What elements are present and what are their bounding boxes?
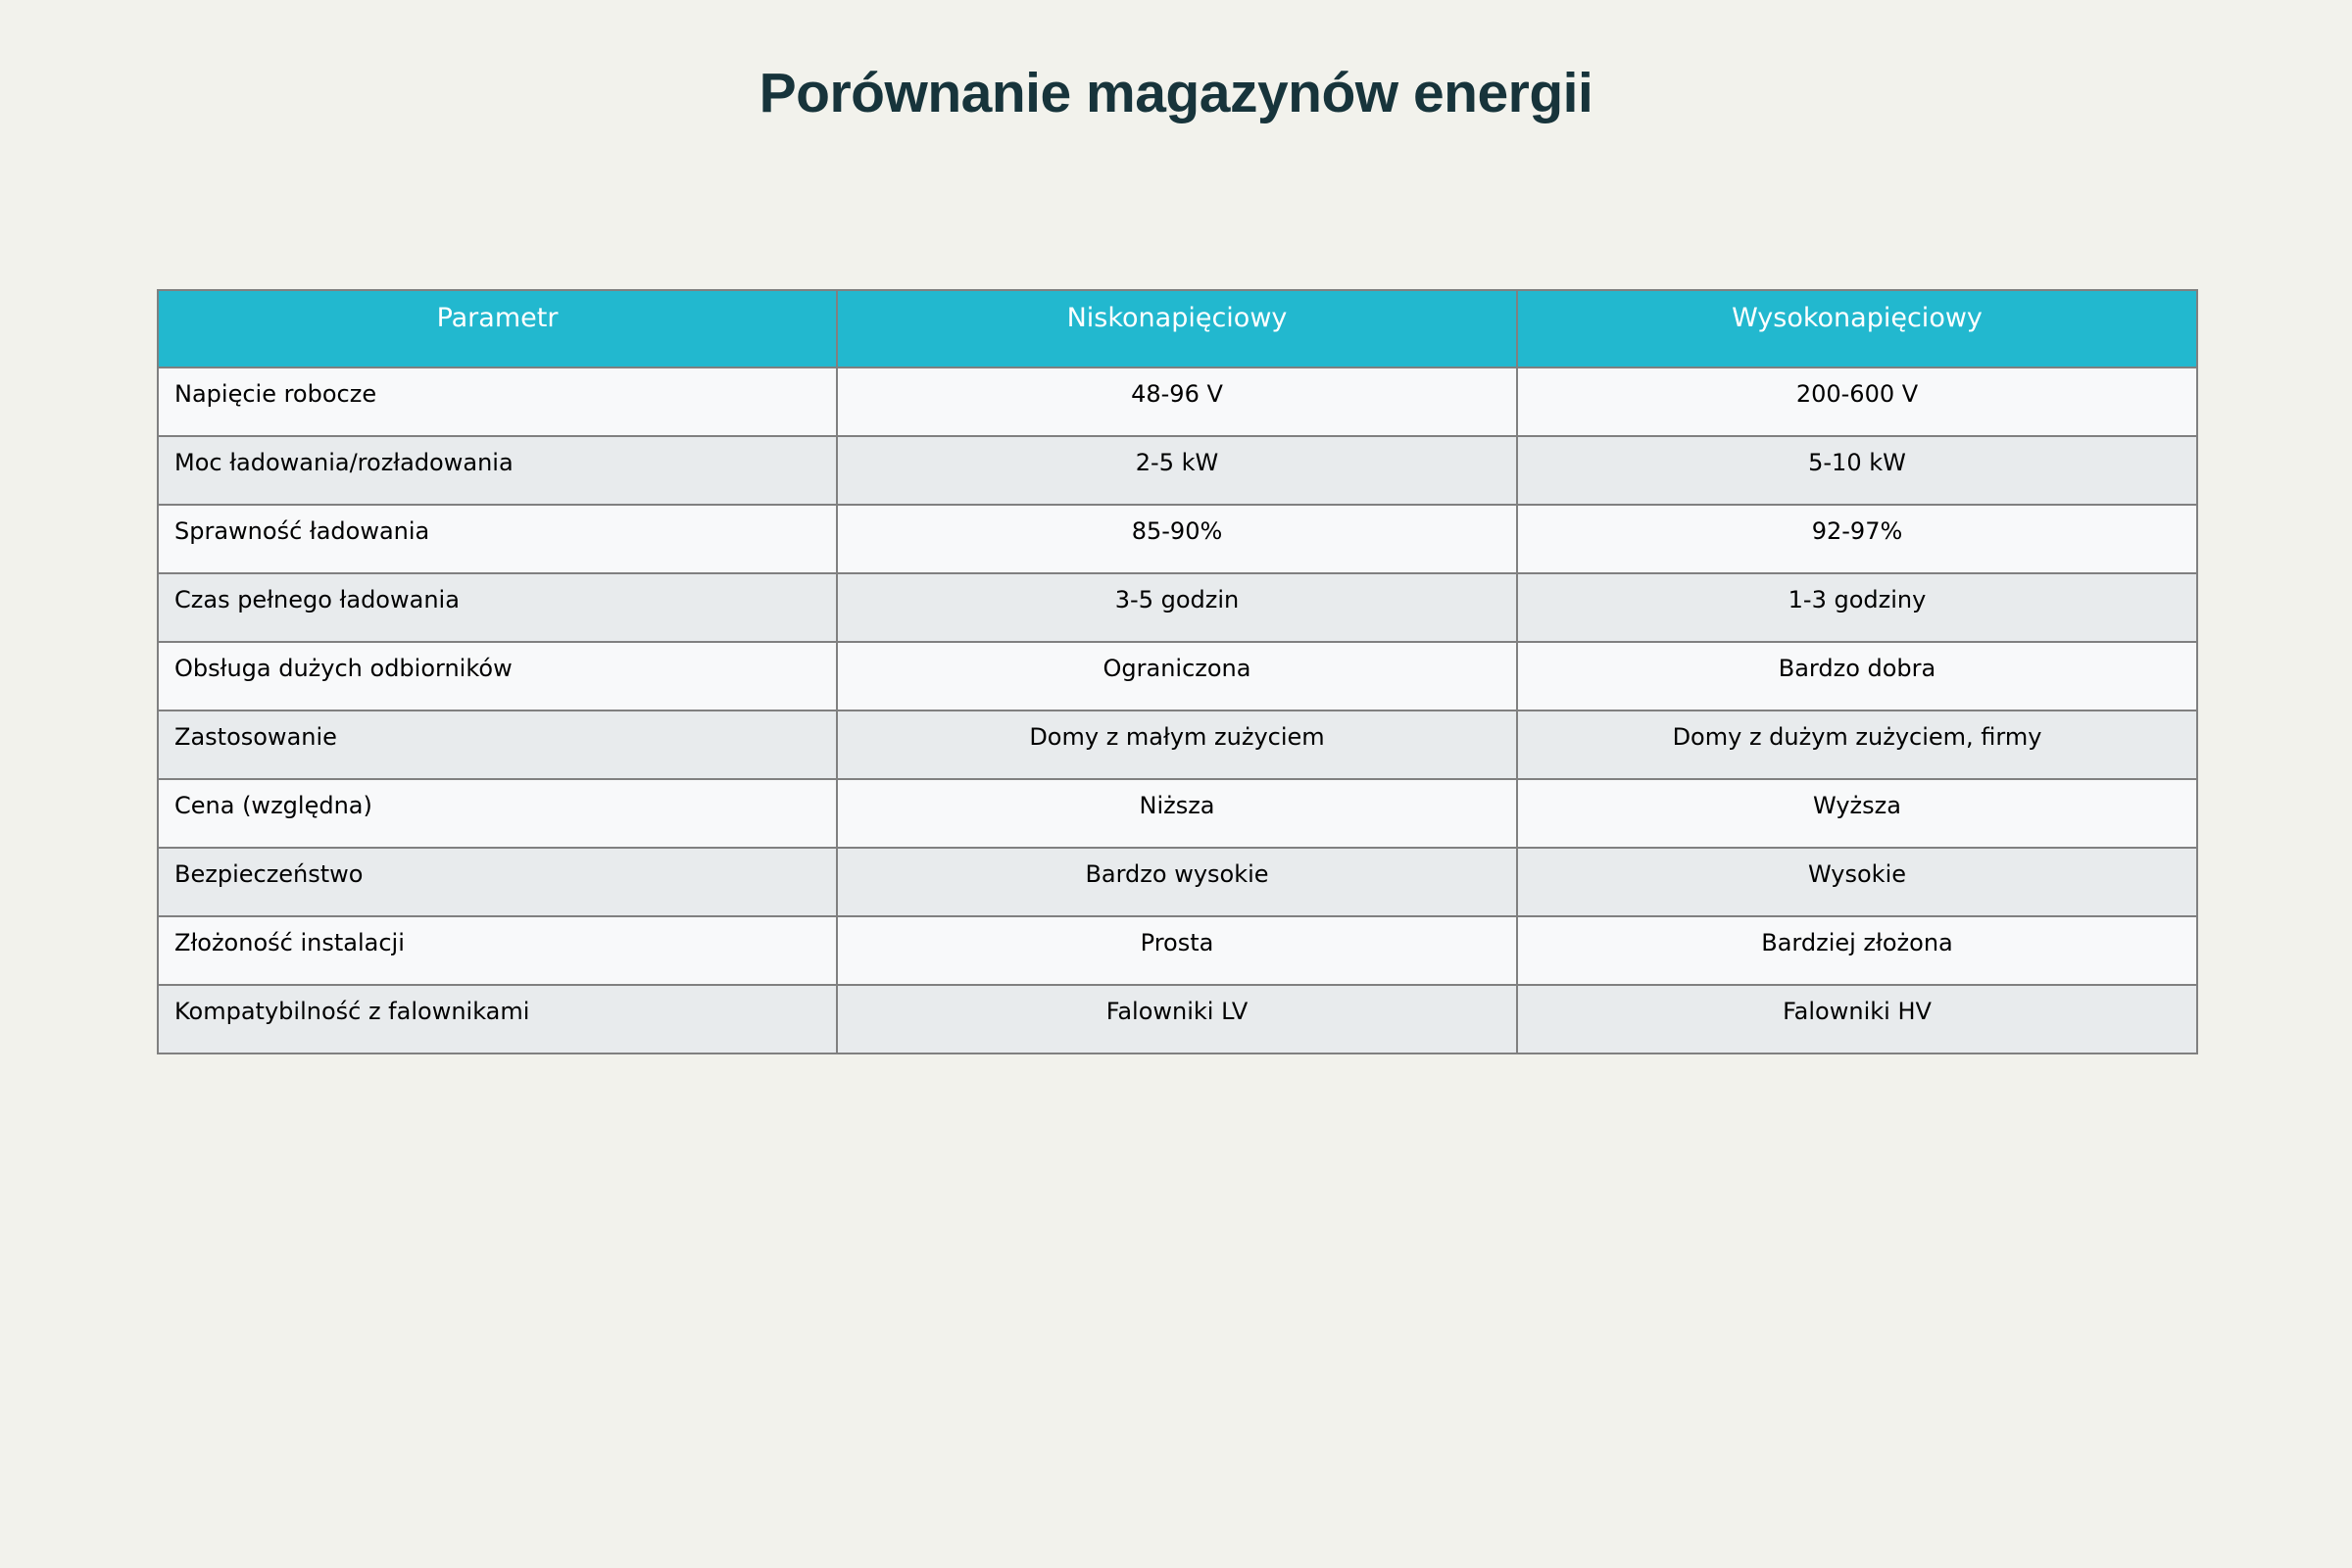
high-voltage-cell: Bardziej złożona bbox=[1517, 916, 2197, 985]
parameter-cell: Bezpieczeństwo bbox=[158, 848, 837, 916]
high-voltage-cell: Bardzo dobra bbox=[1517, 642, 2197, 710]
high-voltage-cell: Wyższa bbox=[1517, 779, 2197, 848]
table-row bbox=[158, 642, 2197, 710]
table-row bbox=[158, 436, 2197, 505]
low-voltage-cell: Ograniczona bbox=[837, 642, 1517, 710]
high-voltage-cell: 200-600 V bbox=[1517, 368, 2197, 436]
parameter-cell: Kompatybilność z falownikami bbox=[158, 985, 837, 1054]
high-voltage-cell: Wysokie bbox=[1517, 848, 2197, 916]
high-voltage-cell: Falowniki HV bbox=[1517, 985, 2197, 1054]
low-voltage-cell: 85-90% bbox=[837, 505, 1517, 573]
comparison-table bbox=[157, 289, 2198, 1054]
low-voltage-cell: 2-5 kW bbox=[837, 436, 1517, 505]
low-voltage-cell: Prosta bbox=[837, 916, 1517, 985]
high-voltage-cell: 92-97% bbox=[1517, 505, 2197, 573]
high-voltage-cell: 5-10 kW bbox=[1517, 436, 2197, 505]
parameter-cell: Napięcie robocze bbox=[158, 368, 837, 436]
high-voltage-cell: Domy z dużym zużyciem, firmy bbox=[1517, 710, 2197, 779]
table-row bbox=[158, 848, 2197, 916]
table-header-row bbox=[158, 290, 2197, 368]
column-header-parametr: Parametr bbox=[158, 290, 837, 368]
table-row bbox=[158, 710, 2197, 779]
low-voltage-cell: Domy z małym zużyciem bbox=[837, 710, 1517, 779]
parameter-cell: Cena (względna) bbox=[158, 779, 837, 848]
low-voltage-cell: 3-5 godzin bbox=[837, 573, 1517, 642]
low-voltage-cell: Bardzo wysokie bbox=[837, 848, 1517, 916]
low-voltage-cell: Niższa bbox=[837, 779, 1517, 848]
parameter-cell: Złożoność instalacji bbox=[158, 916, 837, 985]
parameter-cell: Moc ładowania/rozładowania bbox=[158, 436, 837, 505]
parameter-cell: Czas pełnego ładowania bbox=[158, 573, 837, 642]
low-voltage-cell: Falowniki LV bbox=[837, 985, 1517, 1054]
table-row bbox=[158, 779, 2197, 848]
high-voltage-cell: 1-3 godziny bbox=[1517, 573, 2197, 642]
parameter-cell: Zastosowanie bbox=[158, 710, 837, 779]
table-row bbox=[158, 985, 2197, 1054]
page-title: Porównanie magazynów energii bbox=[759, 62, 1593, 124]
table-row bbox=[158, 368, 2197, 436]
low-voltage-cell: 48-96 V bbox=[837, 368, 1517, 436]
table-row bbox=[158, 916, 2197, 985]
table-row bbox=[158, 573, 2197, 642]
parameter-cell: Sprawność ładowania bbox=[158, 505, 837, 573]
parameter-cell: Obsługa dużych odbiorników bbox=[158, 642, 837, 710]
table-row bbox=[158, 505, 2197, 573]
column-header-niskonapieciowy: Niskonapięciowy bbox=[837, 290, 1517, 368]
column-header-wysokonapieciowy: Wysokonapięciowy bbox=[1517, 290, 2197, 368]
